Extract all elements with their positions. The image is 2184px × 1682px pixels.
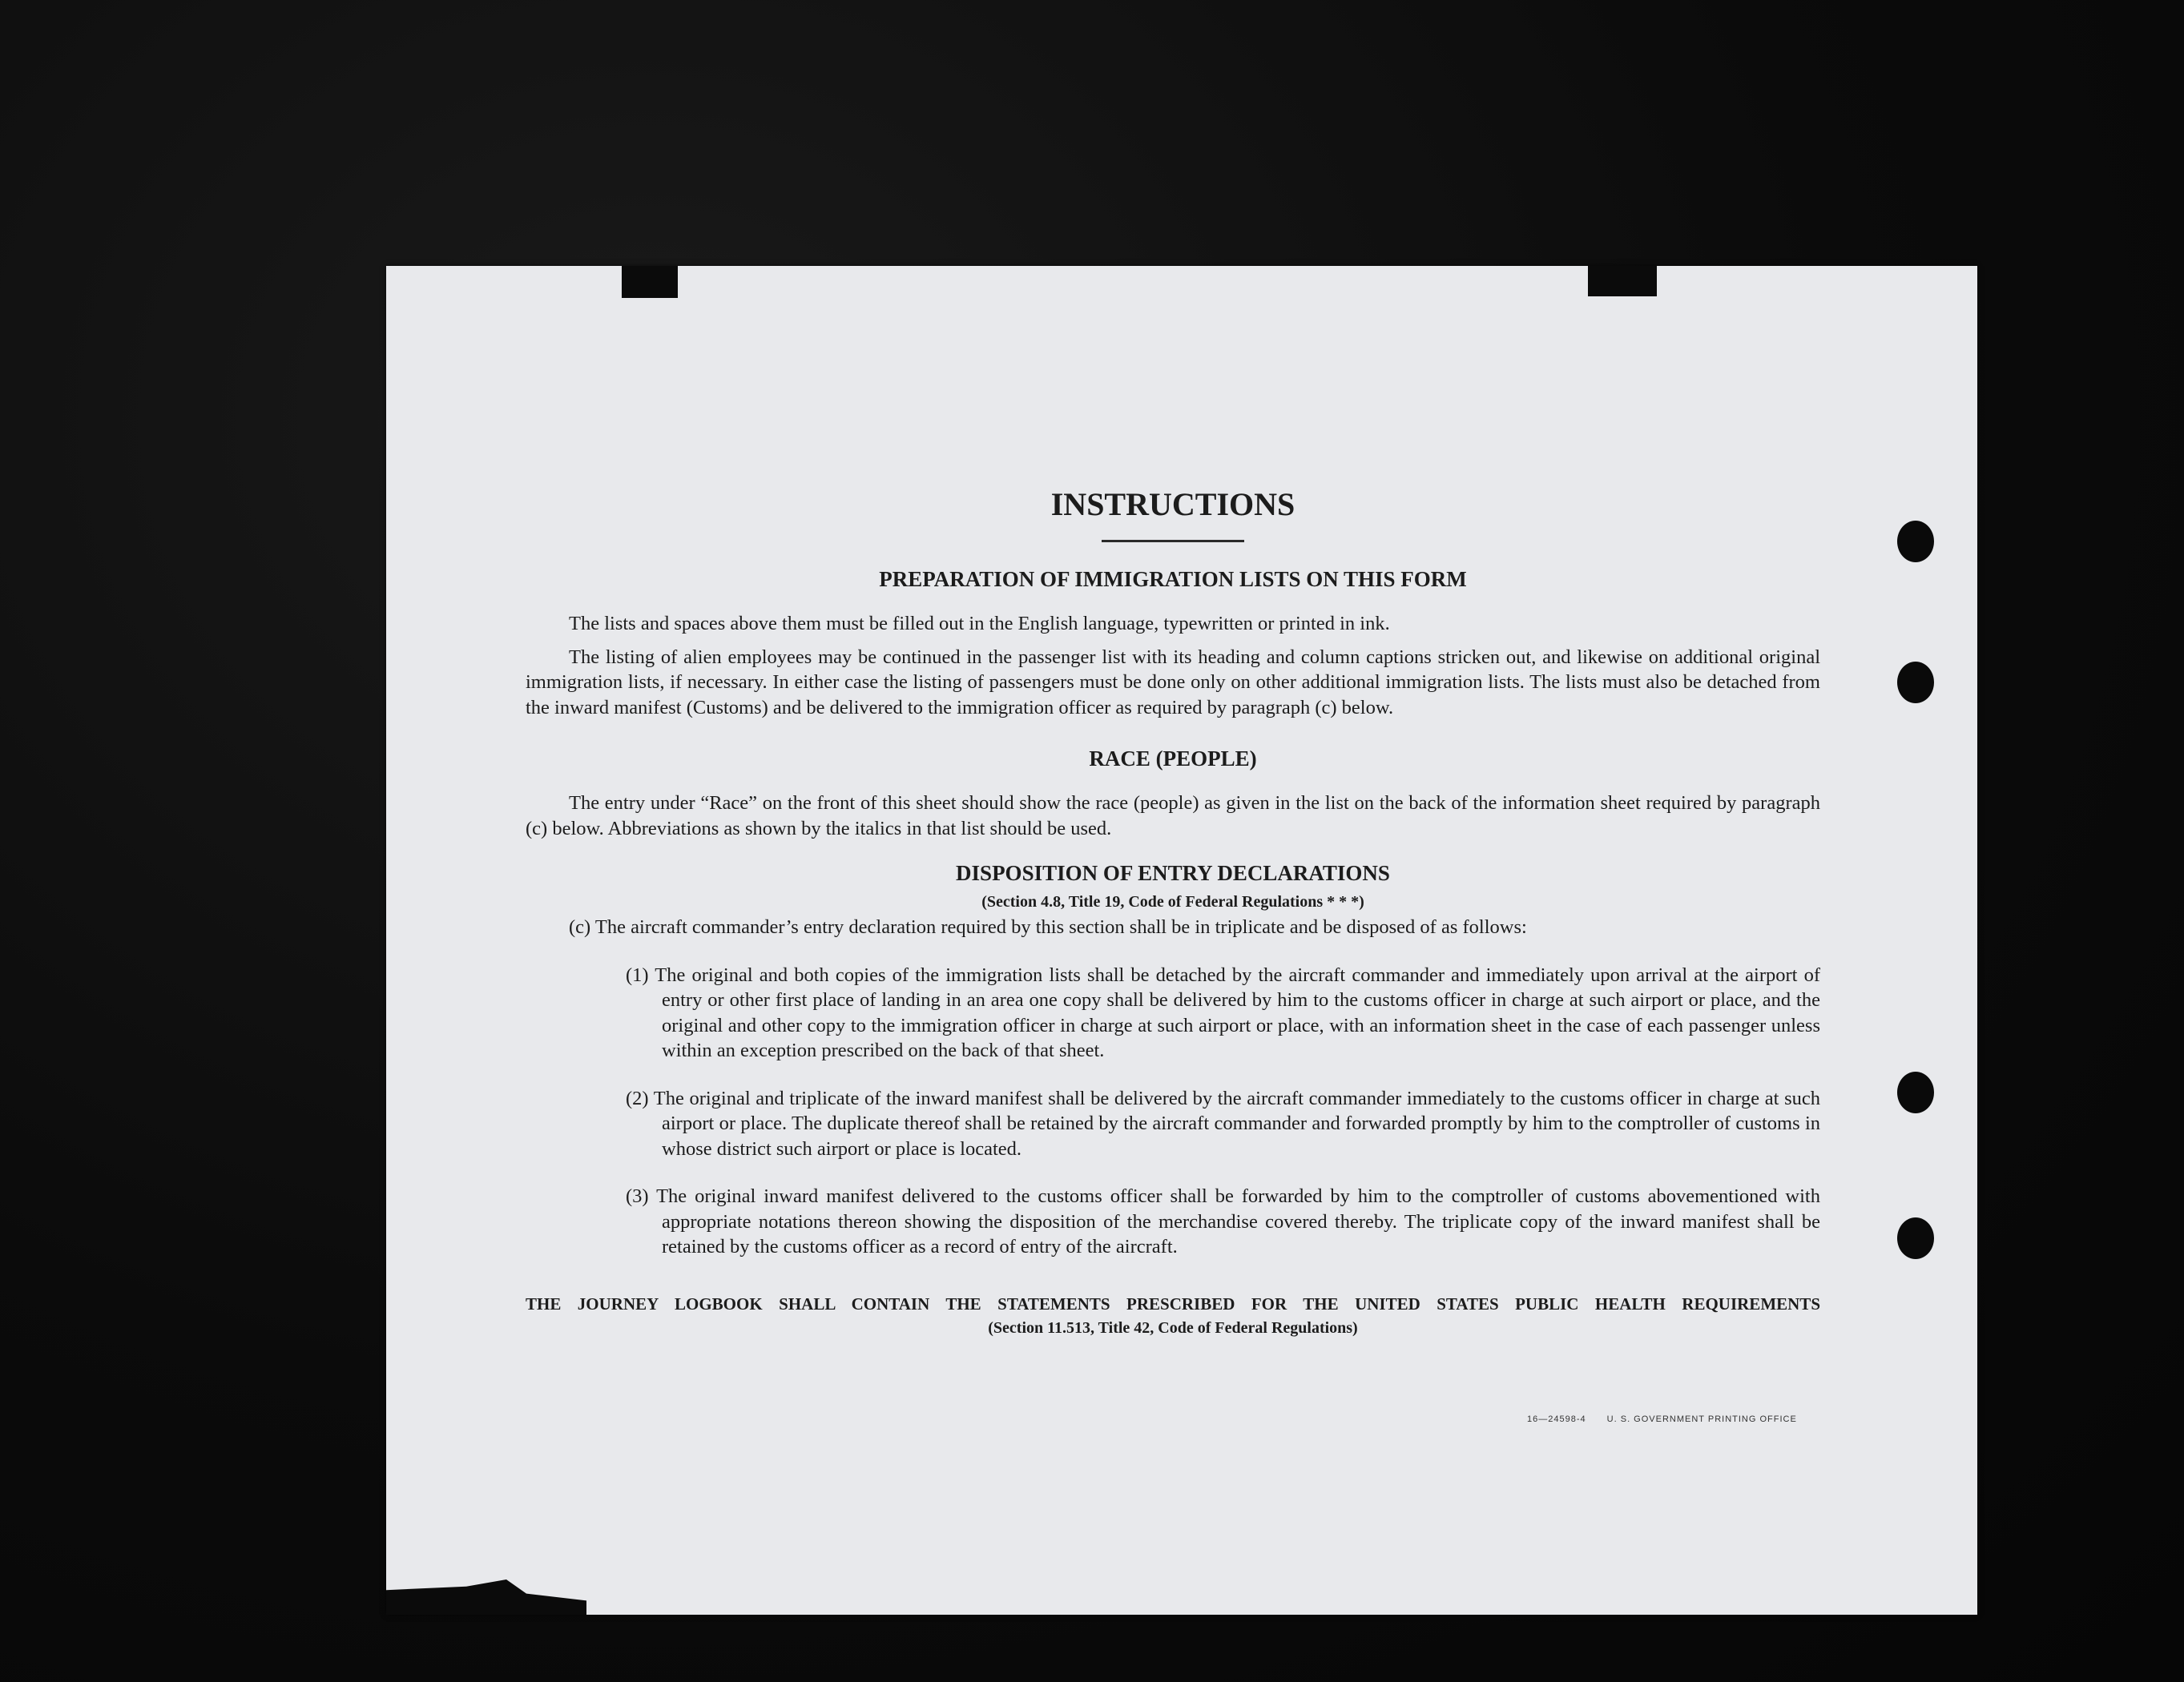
instructions-content [526, 481, 1820, 1340]
torn-corner [386, 1579, 586, 1615]
clause-c: (c) The aircraft commander’s entry declaration required by this section shall be in triplicate and be disposed of as follows: [569, 916, 1527, 938]
title-divider [1102, 540, 1244, 542]
footer-citation: (Section 11.513, Title 42, Code of Federal Regulations) [988, 1318, 1358, 1337]
top-notch-right [1588, 266, 1657, 296]
top-notch-left [622, 266, 678, 298]
punch-hole [1897, 1072, 1934, 1113]
list-item: (1) The original and both copies of the immigration lists shall be detached by the aircraft commander and immediately upon arrival at the airport of entry or other first place of landing in an area one copy shall be delivered by him to the customs officer in charge at such airport or place, and the original and other copy to the immigration officer in charge at such airport or place, with an information sheet in the case of each passenger unless within an exception prescribed on the back of that sheet. [626, 964, 1820, 1061]
punch-hole [1897, 521, 1934, 562]
citation-title-19: (Section 4.8, Title 19, Code of Federal Regulations * * *) [981, 893, 1364, 911]
section-heading-disposition: DISPOSITION OF ENTRY DECLARATIONS [956, 861, 1390, 885]
paragraph-race: The entry under “Race” on the front of this sheet should show the race (people) as given in the list on the back of the information sheet required by paragraph (c) below. Abbreviations as shown by the italics in that list should be used. [526, 792, 1820, 839]
printing-office: U. S. GOVERNMENT PRINTING OFFICE [1606, 1414, 1797, 1424]
list-item: (2) The original and triplicate of the inward manifest shall be delivered by the aircraft commander immediately to the customs officer in charge at such airport or place. The duplicate thereof shall be retained by the aircraft commander and forwarded promptly by him to the comptroller of customs in whose district such airport or place is located. [626, 1087, 1820, 1160]
paragraph-alien-employees: The listing of alien employees may be continued in the passenger list with its heading and column captions stricken out, and likewise on additional original immigration lists, if necessary. In either case the listing of passengers must be done only on other additional immigration lists. The lists must also be detached from the inward manifest (Customs) and be delivered to the immigration officer as required by paragraph (c) below. [526, 646, 1820, 718]
printer-imprint [1527, 1414, 1797, 1424]
section-heading-race: RACE (PEOPLE) [1089, 746, 1257, 771]
footer-statement: THE JOURNEY LOGBOOK SHALL CONTAIN THE STATEMENTS PRESCRIBED FOR THE UNITED STATES PUBLIC HEALTH REQUIREMENTS [526, 1294, 1820, 1314]
list-item: (3) The original inward manifest delivered to the customs officer shall be forwarded by him to the comptroller of customs abovementioned with appropriate notations thereon showing the disposition of the merchandise covered thereby. The triplicate copy of the inward manifest shall be retained by the customs officer as a record of entry of the aircraft. [626, 1185, 1820, 1257]
paragraph-language: The lists and spaces above them must be filled out in the English language, typewritten or printed in ink. [569, 613, 1390, 634]
section-heading-preparation: PREPARATION OF IMMIGRATION LISTS ON THIS FORM [879, 567, 1467, 591]
form-number: 16—24598-4 [1527, 1414, 1586, 1424]
punch-hole [1897, 1217, 1934, 1259]
page-title: INSTRUCTIONS [1050, 486, 1295, 522]
punch-hole [1897, 662, 1934, 703]
